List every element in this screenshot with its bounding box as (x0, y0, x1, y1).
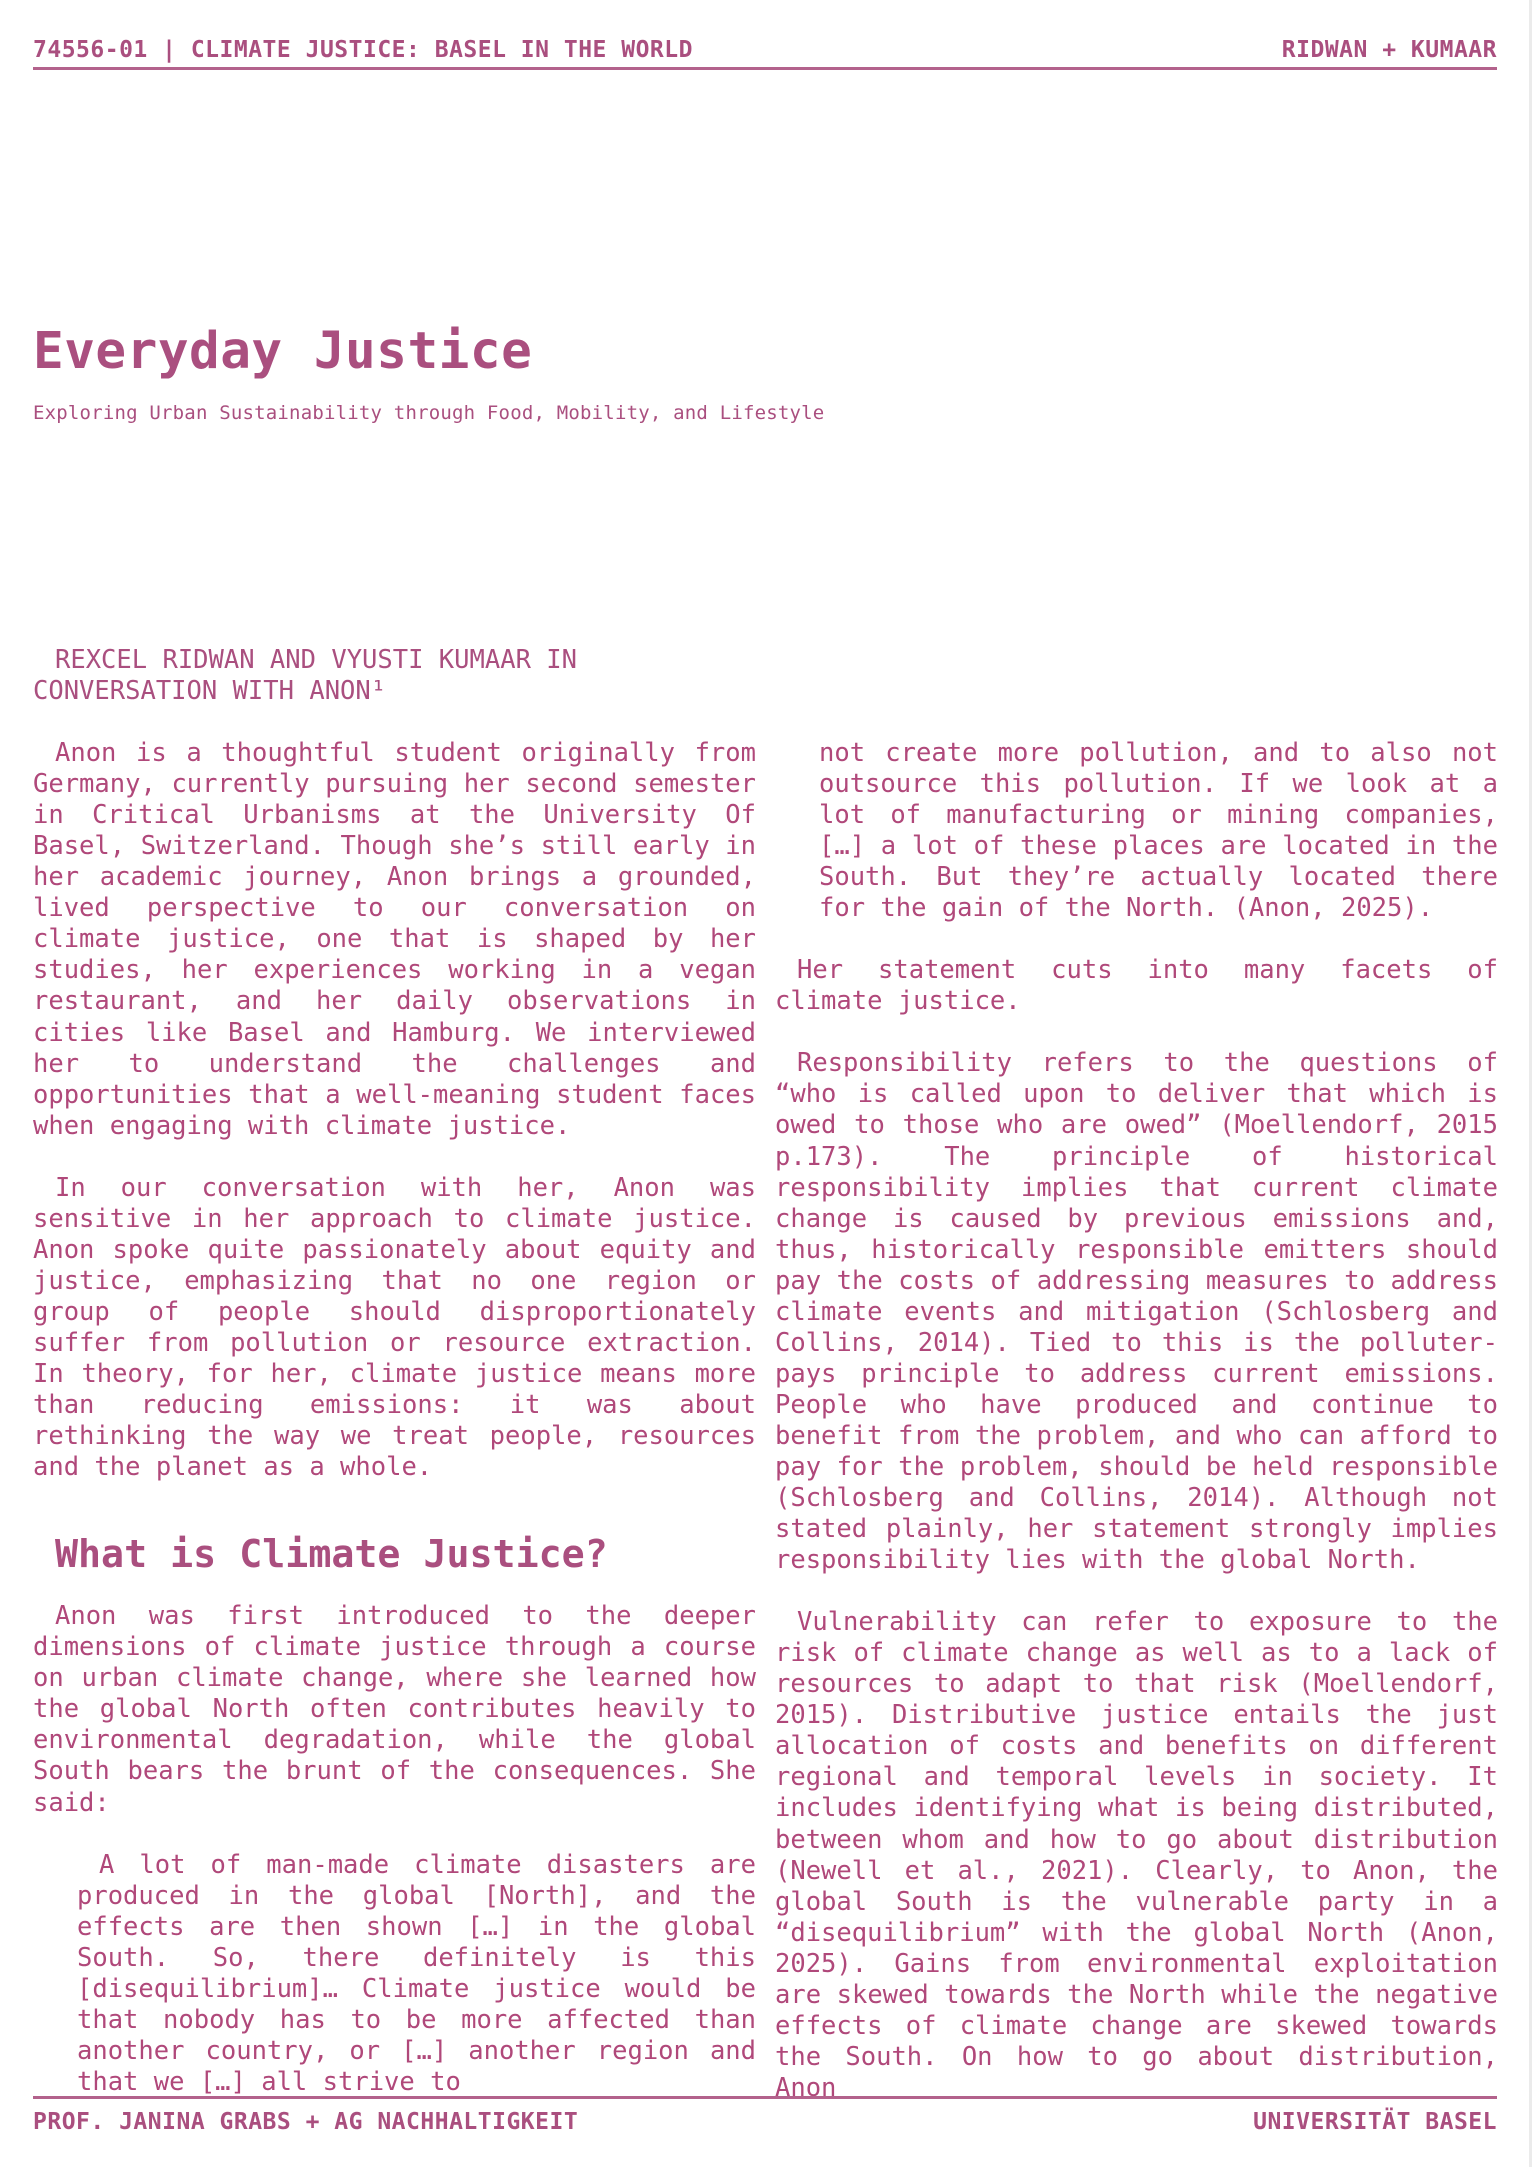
intro-paragraph: Anon is a thoughtful student originally from Germany, currently pursuing her second semester in Critical Urbanisms at the University Of Basel, Switzerland. Though she’s still early in her academic journey, Anon brings a grounded, lived perspective to our conversation on climate justice, one that is shaped by her studies, her experiences working in a vegan restaurant, and her daily observations in cities like Basel and Hamburg. We interviewed her to understand the challenges and opportunities that a well-meaning student faces when engaging with climate justice. (33, 738, 756, 1141)
section-heading: What is Climate Justice? (55, 1532, 608, 1578)
block-quote: A lot of man-made climate disasters are produced in the global [North], and the effects are then shown […] in the global South. So, there definitely is this [disequilibrium]… Climate justice would be that nobody has to be more affected than another country, or […] another region and that we […] all strive to (77, 1849, 756, 2097)
left-column (33, 645, 756, 2098)
article-subtitle: Exploring Urban Sustainability through Food, Mobility, and Lifestyle (33, 402, 825, 424)
conversation-paragraph: In our conversation with her, Anon was sensitive in her approach to climate justice. Anon spoke quite passionately about equity and justice, emphasizing that no one region or group of people should disproportionately suffer from pollution or resource extraction. In theory, for her, climate justice means more than reducing emissions: it was about rethinking the way we treat people, resources and the planet as a whole. (33, 1172, 756, 1483)
authors-header: RIDWAN + KUMAAR (1281, 37, 1497, 63)
right-column (775, 738, 1498, 2135)
responsibility-paragraph: Responsibility refers to the questions of “who is called upon to deliver that which is owed to those who are owed” (Moellendorf, 2015 p.173). The principle of historical responsibility implies that current climate change is caused by previous emissions and, thus, historically responsible emitters should pay the costs of addressing measures to address climate events and mitigation (Schlosberg and Collins, 2014). Tied to this is the polluter-pays principle to address current emissions. People who have produced and continue to benefit from the problem, and who can afford to pay for the problem, should be held responsible (Schlosberg and Collins, 2014). Although not stated plainly, her statement strongly implies responsibility lies with the global North. (775, 1048, 1498, 1576)
byline: REXCEL RIDWAN AND VYUSTI KUMAAR IN CONVERSATION WITH ANON¹ (33, 645, 577, 707)
running-header (33, 34, 1497, 70)
introduction-paragraph: Anon was first introduced to the deeper dimensions of climate justice through a course on urban climate change, where she learned how the global North often contributes heavily to environmental degradation, while the global South bears the brunt of the consequences. She said: (33, 1601, 756, 1818)
article-title: Everyday Justice (33, 322, 533, 381)
running-footer (33, 2096, 1497, 2146)
statement-paragraph: Her statement cuts into many facets of climate justice. (775, 955, 1498, 1017)
footer-university: UNIVERSITÄT BASEL (1253, 2109, 1497, 2135)
footer-professor: PROF. JANINA GRABS + AG NACHHALTIGKEIT (33, 2109, 579, 2135)
vulnerability-paragraph: Vulnerability can refer to exposure to the risk of climate change as well as to a lack of resources to adapt to that risk (Moellendorf, 2015). Distributive justice entails the just allocation of costs and benefits on different regional and temporal levels in society. It includes identifying what is being distributed, between whom and how to go about distribution (Newell et al., 2021). Clearly, to Anon, the global South is the vulnerable party in a “disequilibrium” with the global North (Anon, 2025). Gains from environmental exploitation are skewed towards the North while the negative effects of climate change are skewed towards the South. On how to go about distribution, Anon (775, 1607, 1498, 2103)
course-title: 74556-01 | CLIMATE JUSTICE: BASEL IN THE WORLD (33, 37, 693, 63)
block-quote-continued: not create more pollution, and to also not outsource this pollution. If we look at a lot of manufacturing or mining companies, […] a lot of these places are located in the South. But they’re actually located there for the gain of the North. (Anon, 2025). (819, 738, 1498, 924)
